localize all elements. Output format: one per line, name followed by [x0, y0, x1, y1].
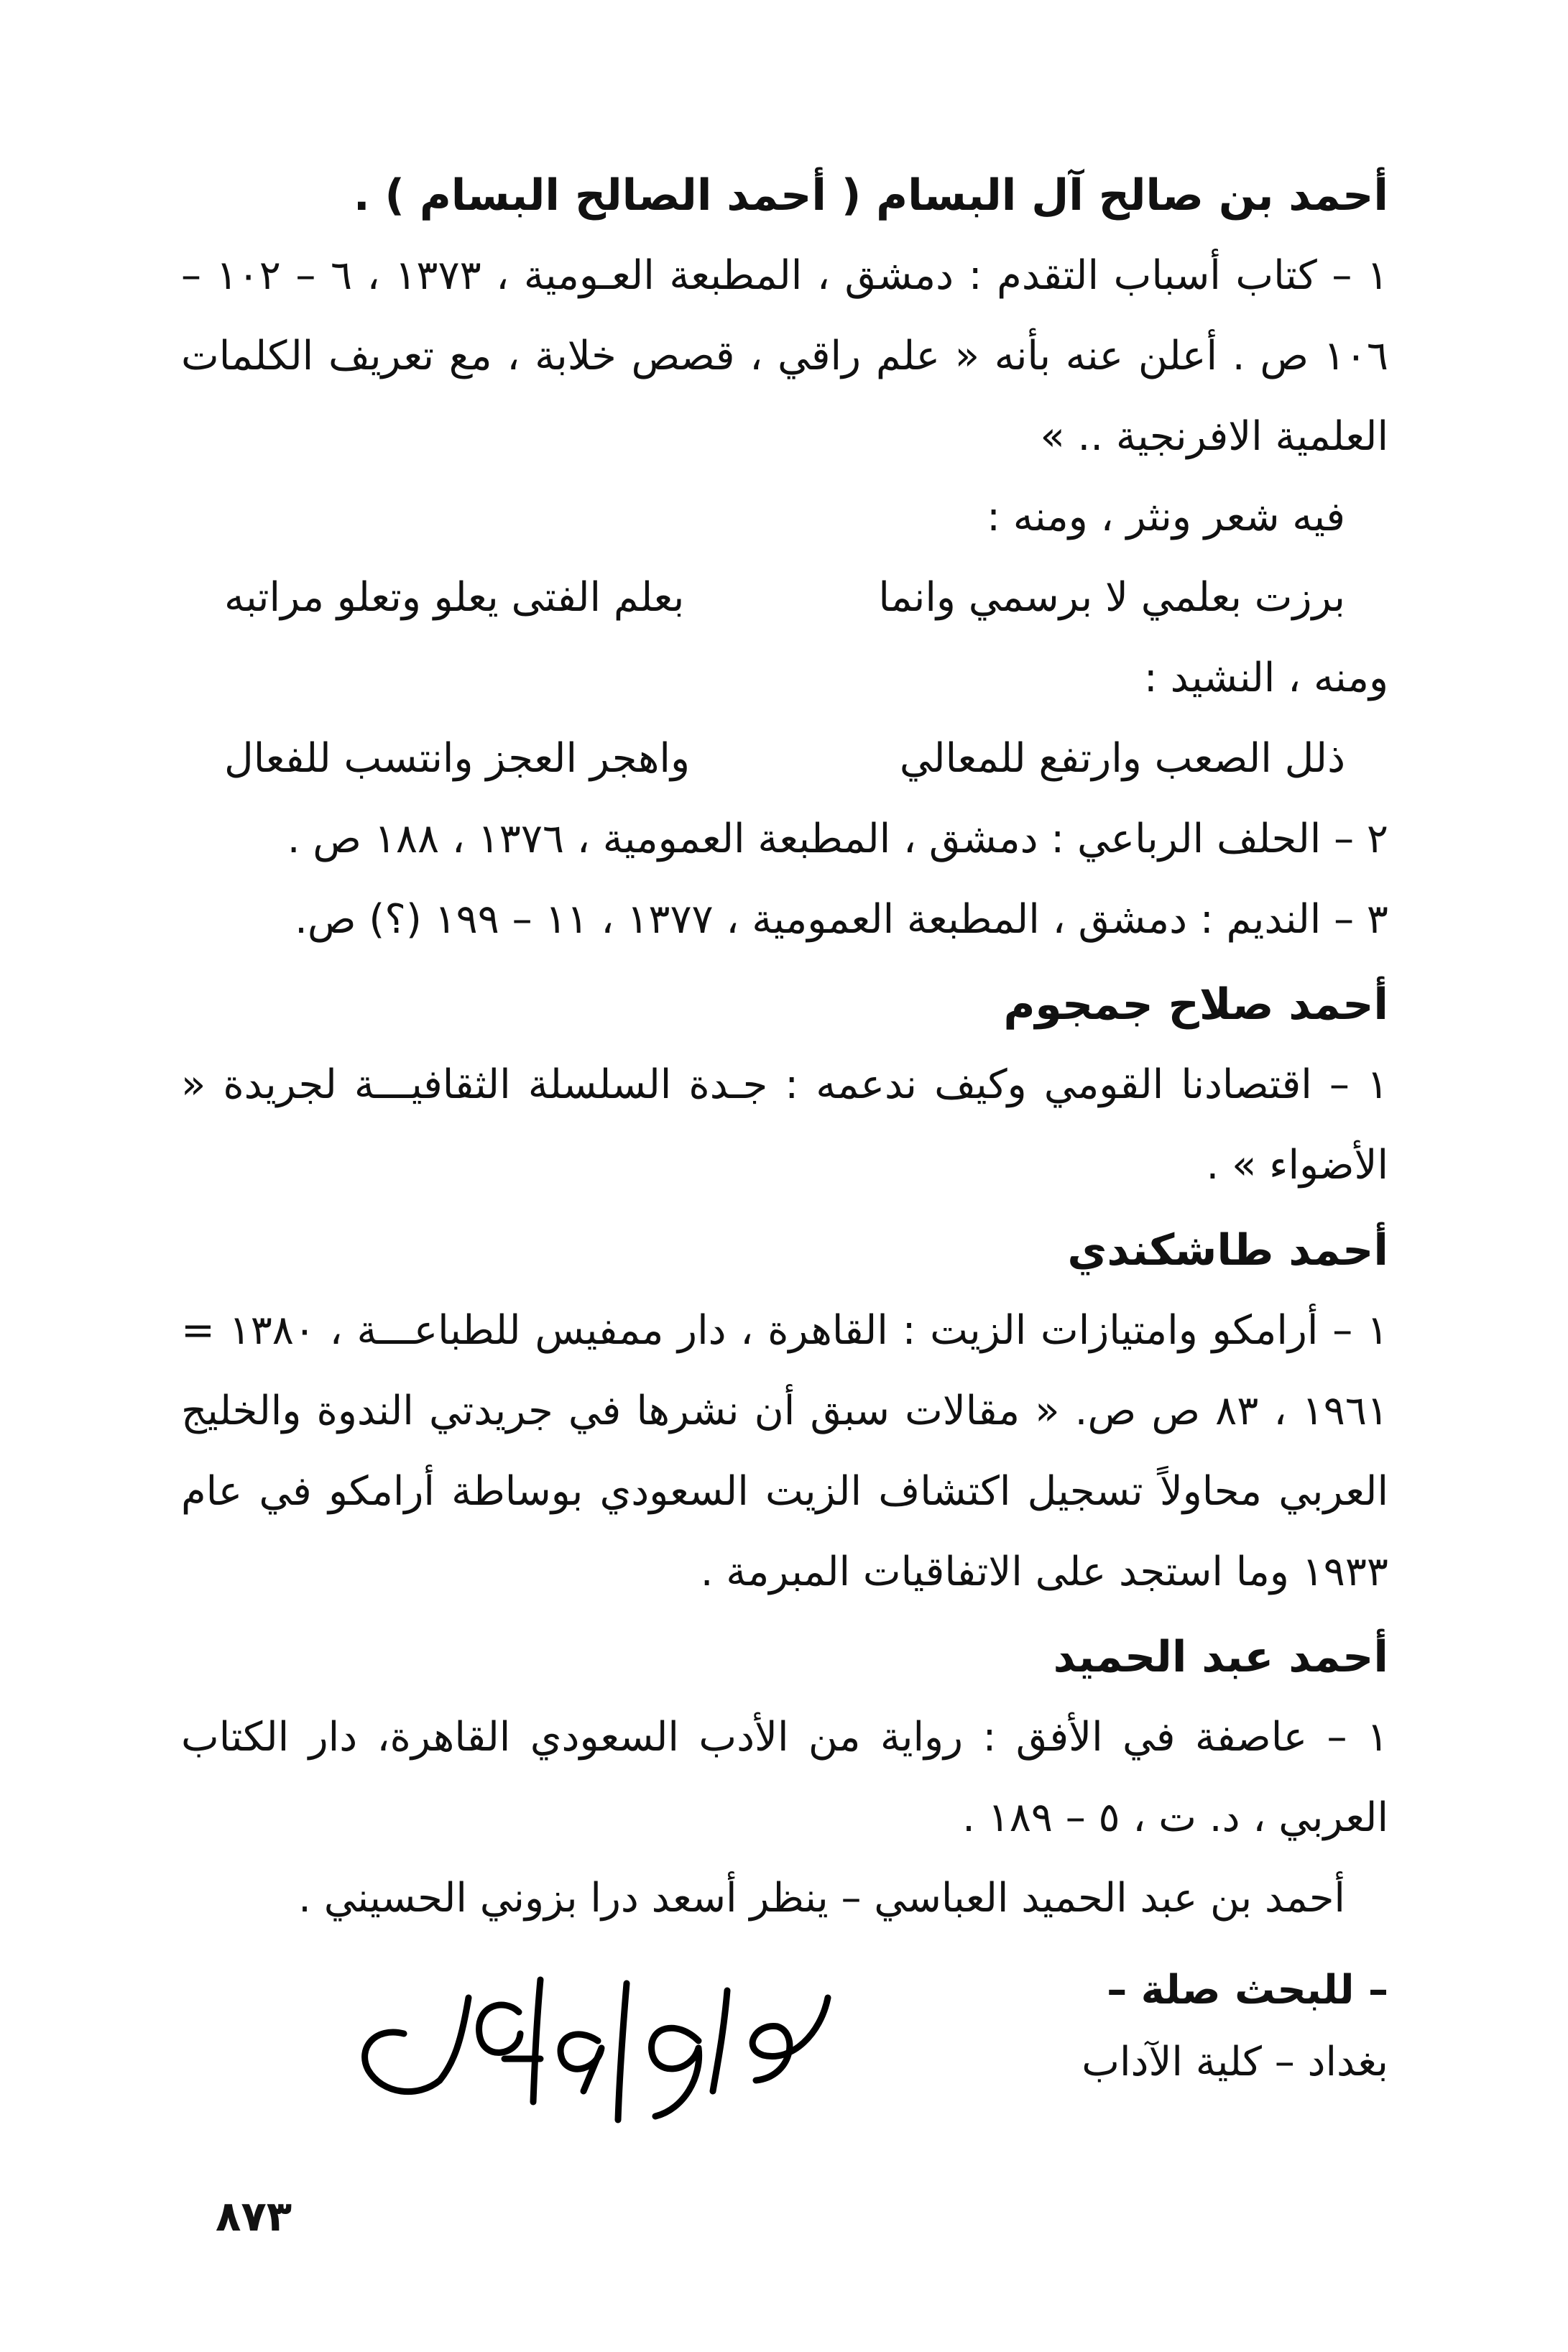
verse-hemistich-left: واهجر العجز وانتسب للفعال	[224, 735, 690, 782]
page-number: ٨٧٣	[216, 2192, 292, 2241]
author-heading: أحمد طاشكندي	[1067, 1225, 1388, 1276]
poem-verse	[181, 719, 1388, 799]
continued-note: – للبحث صلة –	[1107, 1967, 1388, 2014]
poem-verse	[181, 558, 1388, 638]
intro-line: فيه شعر ونثر ، ومنه :	[987, 494, 1345, 540]
work-entry: ١ – اقتصادنا القومي وكيف ندعمه : جـدة السلسلة الثقافيـــة لجريدة « الأضواء » .	[181, 1061, 1388, 1189]
verse-hemistich-right: ذلل الصعب وارتفع للمعالي	[899, 735, 1345, 782]
work-entry: ٣ – النديم : دمشق ، المطبعة العمومية ، ١٣٧٧ ، ١١ – ١٩٩ (؟) ص.	[295, 896, 1388, 943]
work-entry: ١ – أرامكو وامتيازات الزيت : القاهرة ، دار ممفيس للطباعـــة ، ١٣٨٠ = ١٩٦١ ، ٨٣ ص ص. « مقالات سبق أن نشرها في جريدتي الندوة والخليج العربي محاولاً تسجيل اكتشاف الزيت السعودي بوساطة أرامكو في عام ١٩٣٣ وما استجد على الاتفاقيات المبرمة .	[181, 1307, 1388, 1595]
author-affiliation	[1082, 1955, 1388, 2098]
author-heading: أحمد صلاح جمجوم	[1003, 979, 1388, 1030]
verse-hemistich-right: برزت بعلمي لا برسمي وانما	[878, 574, 1345, 621]
author-heading: أحمد عبد الحميد	[1053, 1632, 1388, 1682]
author-heading: أحمد بن صالح آل البسام ( أحمد الصالح البسام ) .	[353, 170, 1388, 221]
handwritten-signature	[325, 1955, 871, 2141]
work-entry: ١ – كتاب أسباب التقدم : دمشق ، المطبعة العـومية ، ١٣٧٣ ، ٦ – ١٠٢ – ١٠٦ ص . أعلن عنه بأنه « علم راقي ، قصص خلابة ، مع تعريف الكلمات العلمية الافرنجية .. »	[181, 252, 1388, 460]
work-entry: ٢ – الحلف الرباعي : دمشق ، المطبعة العمومية ، ١٣٧٦ ، ١٨٨ ص .	[287, 816, 1388, 862]
cross-reference: أحمد بن عبد الحميد العباسي – ينظر أسعد درا بزوني الحسيني .	[298, 1875, 1345, 1922]
bibliography-content	[181, 151, 1388, 1939]
intro-line: ومنه ، النشيد :	[1143, 655, 1388, 701]
work-entry: ١ – عاصفة في الأفق : رواية من الأدب السعودي القاهرة، دار الكتاب العربي ، د. ت ، ٥ – ١٨٩ .	[181, 1714, 1388, 1841]
affiliation-place: بغداد – كلية الآداب	[1082, 2039, 1388, 2085]
verse-hemistich-left: بعلم الفتى يعلو وتعلو مراتبه	[224, 574, 685, 621]
signature-block	[181, 1955, 1388, 2141]
